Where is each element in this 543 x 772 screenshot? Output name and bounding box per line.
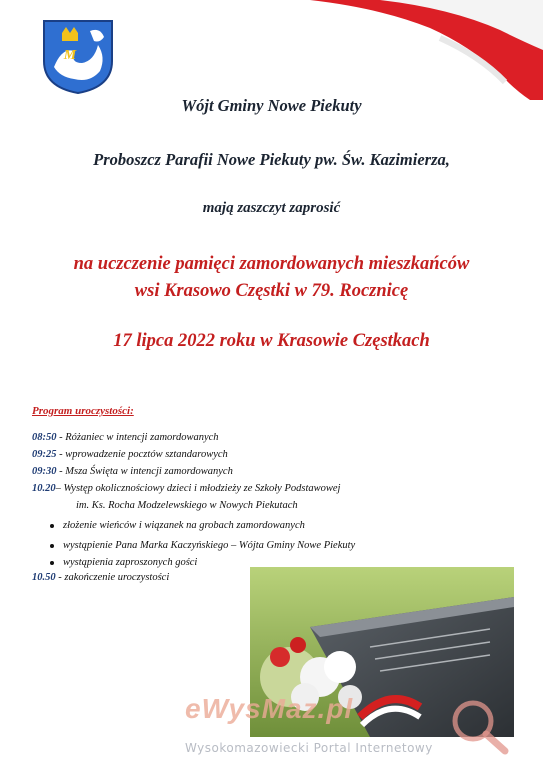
schedule-item xyxy=(32,432,219,443)
invitation-line-1: Wójt Gminy Nowe Piekuty xyxy=(181,96,362,115)
schedule-item xyxy=(32,466,233,477)
coat-of-arms-logo xyxy=(40,17,116,95)
invitation-line-5: wsi Krasowo Częstki w 79. Rocznicę xyxy=(134,281,409,301)
invitation-line-4: na uczczenie pamięci zamordowanych mieszkańców xyxy=(73,254,470,274)
schedule-text: im. Ks. Rocha Modzelewskiego w Nowych Piekutach xyxy=(76,500,298,511)
bullet-icon xyxy=(50,561,54,565)
schedule-item xyxy=(32,449,228,460)
schedule-text: – Występ okolicznościowy dzieci i młodzieży ze Szkoły Podstawowej xyxy=(55,483,341,494)
schedule-text: - Msza Święta w intencji zamordowanych xyxy=(56,466,233,477)
schedule-time: 09:25 xyxy=(32,449,57,460)
program-bullet xyxy=(50,557,197,568)
schedule-time: 09:30 xyxy=(32,466,57,477)
bullet-icon xyxy=(50,544,54,548)
schedule-text: - wprowadzenie pocztów sztandarowych xyxy=(56,449,228,460)
schedule-item xyxy=(32,572,169,583)
event-date-place: 17 lipca 2022 roku w Krasowie Częstkach xyxy=(113,331,430,351)
schedule-text: - Różaniec w intencji zamordowanych xyxy=(56,432,219,443)
program-bullet xyxy=(50,520,305,531)
watermark-subtitle: Wysokomazowiecki Portal Internetowy xyxy=(185,741,433,755)
invitation-line-2: Proboszcz Parafii Nowe Piekuty pw. Św. Kazimierza, xyxy=(93,150,450,169)
ewysmaz-watermark xyxy=(185,693,525,763)
schedule-time: 10.50 xyxy=(32,572,56,583)
schedule-time: 08:50 xyxy=(32,432,57,443)
polish-flag-ribbon xyxy=(290,0,543,100)
schedule-item-continuation xyxy=(76,500,298,511)
bullet-text: wystąpienia zaproszonych gości xyxy=(63,557,198,568)
bullet-text: wystąpienie Pana Marka Kaczyńskiego – Wójta Gminy Nowe Piekuty xyxy=(63,540,356,551)
bullet-text: złożenie wieńców i wiązanek na grobach zamordowanych xyxy=(63,520,305,531)
program-title: Program uroczystości: xyxy=(32,405,134,417)
schedule-item xyxy=(32,483,340,494)
invitation-line-3: mają zaszczyt zaprosić xyxy=(202,200,341,216)
magnifier-icon xyxy=(443,693,527,759)
svg-text:M: M xyxy=(63,48,77,63)
bullet-icon xyxy=(50,524,54,528)
schedule-time: 10.20 xyxy=(32,483,56,494)
program-bullet xyxy=(50,540,355,551)
schedule-text: - zakończenie uroczystości xyxy=(55,572,170,583)
watermark-logo: eWysMaz.pl xyxy=(185,693,354,724)
